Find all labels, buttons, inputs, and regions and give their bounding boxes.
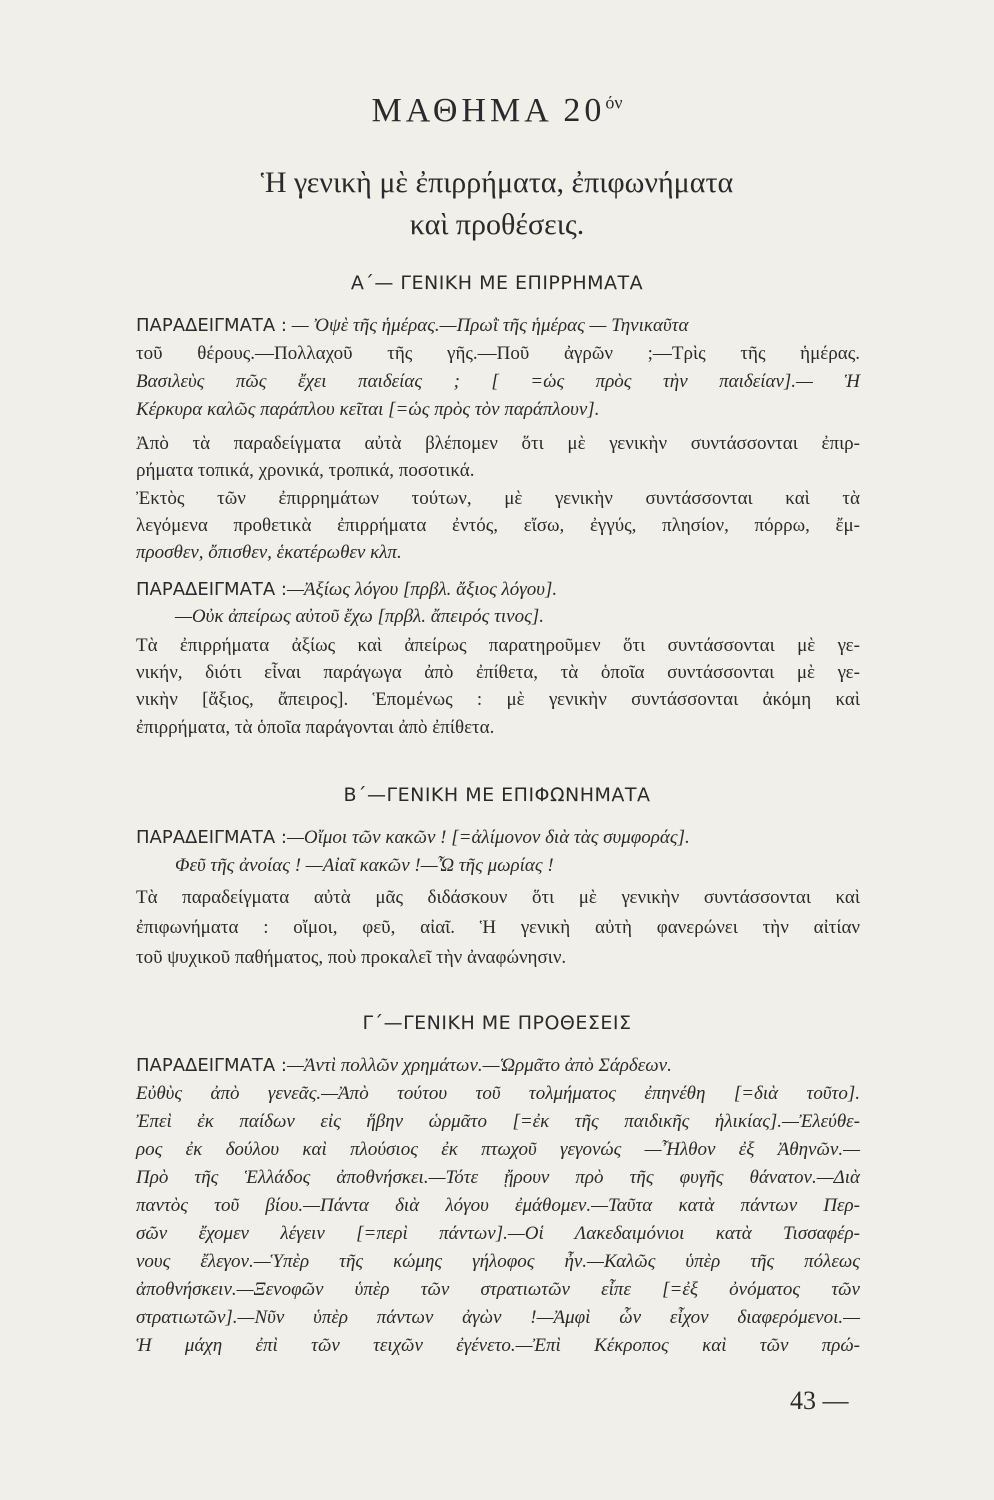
section-heading-c: Γ΄—ΓΕΝΙΚΗ ΜΕ ΠΡΟΘΕΣΕΙΣ bbox=[362, 1012, 632, 1034]
paragraph-a3-line2: νικήν, διότι εἶναι παράγωγα ἀπὸ ἐπίθετα, τὰ ὁποῖα συντάσσονται μὲ γε- bbox=[136, 662, 860, 683]
examples-c-line9: ἀποθνήσκειν.—Ξενοφῶν ὑπὲρ τῶν στρατιωτῶν εἶπε [=ἐξ ὀνόματος τῶν bbox=[136, 1279, 860, 1300]
paragraph-a3-line1: Τὰ ἐπιρρήματα ἀξίως καὶ ἀπείρως παρατηροῦμεν ὅτι συντάσσονται μὲ γε- bbox=[136, 635, 860, 656]
paragraph-a2-line3: προσθεν, ὄπισθεν, ἑκατέρωθεν κλπ. bbox=[136, 542, 402, 563]
examples-c-line8: νους ἔλεγον.—Ὑπὲρ τῆς κώμης γήλοφος ἦν.—Καλῶς ὑπὲρ τῆς πόλεως bbox=[136, 1251, 860, 1272]
examples-a2-line1: ΠΑΡΑΔΕΙΓΜΑΤΑ :—Ἀξίως λόγου [πρβλ. ἄξιος λόγου]. bbox=[136, 579, 558, 600]
paragraph-b-line3: τοῦ ψυχικοῦ παθήματος, ποὺ προκαλεῖ τὴν ἀναφώνησιν. bbox=[136, 947, 567, 968]
paragraph-a3-line3: νικὴν [ἄξιος, ἄπειρος]. Ἑπομένως : μὲ γενικὴν συντάσσονται ἀκόμη καὶ bbox=[136, 689, 860, 710]
section-heading-b: Β΄—ΓΕΝΙΚΗ ΜΕ ΕΠΙΦΩΝΗΜΑΤΑ bbox=[343, 784, 651, 806]
examples-a-line3: Βασιλεὺς πῶς ἔχει παιδείας ; [ =ὡς πρὸς τὴν παιδείαν].— Ἡ bbox=[136, 371, 860, 392]
examples-c-line2: Εὐθὺς ἀπὸ γενεᾶς.—Ἀπὸ τούτου τοῦ τολμήματος ἐπηνέθη [=διὰ τοῦτο]. bbox=[136, 1083, 860, 1104]
paragraph-a1-line1: Ἀπὸ τὰ παραδείγματα αὐτὰ βλέπομεν ὅτι μὲ γενικὴν συντάσσονται ἐπιρ- bbox=[136, 433, 860, 454]
paragraph-b-line2: ἐπιφωνήματα : οἴμοι, φεῦ, αἰαῖ. Ἡ γενικὴ αὐτὴ φανερώνει τὴν αἰτίαν bbox=[136, 917, 860, 938]
lesson-subtitle-line2: καὶ προθέσεις. bbox=[409, 208, 585, 241]
examples-c-line11: Ἡ μάχη ἐπὶ τῶν τειχῶν ἐγένετο.—Ἐπὶ Κέκροπος καὶ τῶν πρώ- bbox=[136, 1335, 860, 1356]
paragraph-a2-line1: Ἐκτὸς τῶν ἐπιρρημάτων τούτων, μὲ γενικὴν συντάσσονται καὶ τὰ bbox=[136, 488, 860, 509]
examples-c-line1: ΠΑΡΑΔΕΙΓΜΑΤΑ :—Ἀντὶ πολλῶν χρημάτων.—Ὡρμᾶτο ἀπὸ Σάρδεων. bbox=[136, 1055, 672, 1076]
paragraph-a2-line2: λεγόμενα προθετικὰ ἐπιρρήματα ἐντός, εἴσω, ἐγγύς, πλησίον, πόρρω, ἔμ- bbox=[136, 515, 860, 536]
examples-a-line1: ΠΑΡΑΔΕΙΓΜΑΤΑ : — Ὀψὲ τῆς ἡμέρας.—Πρωῒ τῆς ἡμέρας — Τηνικαῦτα bbox=[136, 315, 689, 336]
examples-b-line2: Φεῦ τῆς ἀνοίας ! —Αἰαῖ κακῶν !—Ὦ τῆς μωρίας ! bbox=[175, 855, 554, 876]
paragraph-a1-line2: ρήματα τοπικά, χρονικά, τροπικά, ποσοτικά. bbox=[136, 460, 475, 481]
lesson-title: ΜΑΘΗΜΑ $20^{ό\nu}$ bbox=[371, 92, 623, 129]
examples-a-line2: τοῦ θέρους.—Πολλαχοῦ τῆς γῆς.—Ποῦ ἀγρῶν ;—Τρὶς τῆς ἡμέρας. bbox=[136, 343, 860, 364]
section-heading-a: Α΄— ΓΕΝΙΚΗ ΜΕ ΕΠΙΡΡΗΜΑΤΑ bbox=[350, 272, 644, 294]
examples-c-line7: σῶν ἔχομεν λέγειν [=περὶ πάντων].—Οἱ Λακεδαιμόνιοι κατὰ Τισσαφέρ- bbox=[136, 1223, 860, 1244]
examples-c-line5: Πρὸ τῆς Ἑλλάδος ἀποθνήσκει.—Τότε ᾔρουν πρὸ τῆς φυγῆς θάνατον.—Διὰ bbox=[136, 1167, 860, 1188]
examples-a-line4: Κέρκυρα καλῶς παράπλου κεῖται [=ὡς πρὸς τὸν παράπλουν]. bbox=[136, 399, 600, 420]
examples-a2-line2: —Οὐκ ἀπείρως αὐτοῦ ἔχω [πρβλ. ἄπειρός τινος]. bbox=[175, 606, 544, 627]
examples-c-line3: Ἐπεὶ ἐκ παίδων εἰς ἥβην ὡρμᾶτο [=ἐκ τῆς παιδικῆς ἡλικίας].—Ἐλεύθε- bbox=[136, 1111, 860, 1132]
examples-c-line6: παντὸς τοῦ βίου.—Πάντα διὰ λόγου ἐμάθομεν.—Ταῦτα κατὰ πάντων Περ- bbox=[136, 1195, 860, 1216]
examples-b-line1: ΠΑΡΑΔΕΙΓΜΑΤΑ :—Οἴμοι τῶν κακῶν ! [=ἀλίμονον διὰ τὰς συμφοράς]. bbox=[136, 827, 690, 848]
examples-c-line4: ρος ἐκ δούλου καὶ πλούσιος ἐκ πτωχοῦ γεγονώς —Ἦλθον ἐξ Ἀθηνῶν.— bbox=[136, 1139, 860, 1160]
page-number: 43 — bbox=[790, 1386, 849, 1415]
examples-c-line10: στρατιωτῶν].—Νῦν ὑπὲρ πάντων ἀγὼν !—Ἀμφὶ ὧν εἶχον διαφερόμενοι.— bbox=[136, 1307, 860, 1328]
paragraph-b-line1: Τὰ παραδείγματα αὐτὰ μᾶς διδάσκουν ὅτι μὲ γενικὴν συντάσσονται καὶ bbox=[136, 887, 860, 908]
lesson-subtitle-line1: Ἡ γενικὴ μὲ ἐπιρρήματα, ἐπιφωνήματα bbox=[260, 166, 734, 199]
paragraph-a3-line4: ἐπιρρήματα, τὰ ὁποῖα παράγονται ἀπὸ ἐπίθετα. bbox=[136, 717, 495, 738]
